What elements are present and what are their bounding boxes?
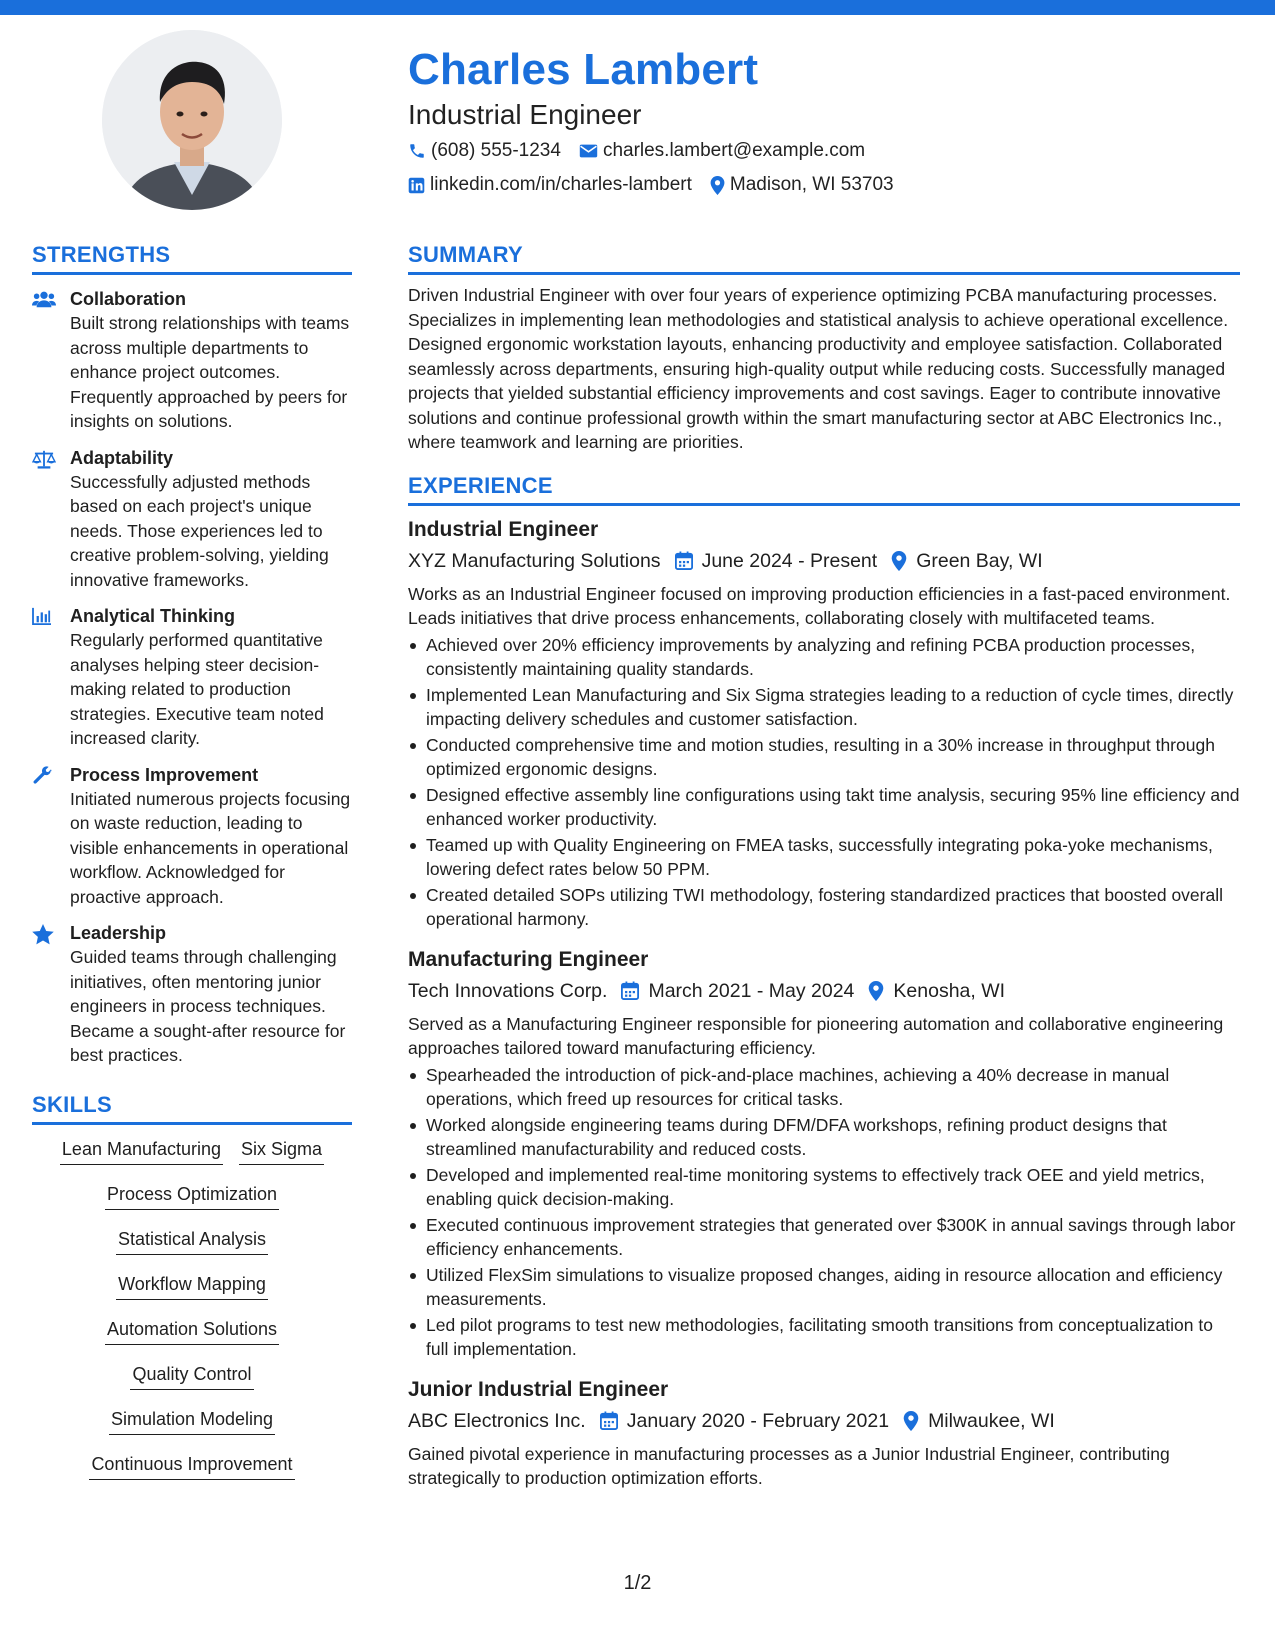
job-bullets bbox=[408, 1063, 1240, 1362]
job-meta bbox=[408, 1406, 1240, 1436]
email-contact[interactable] bbox=[579, 140, 865, 162]
job-dates: June 2024 - Present bbox=[701, 549, 878, 572]
linkedin-icon bbox=[408, 177, 425, 194]
job-entry bbox=[408, 946, 1240, 1362]
skill-tag: Automation Solutions bbox=[105, 1317, 279, 1345]
strength-title: Adaptability bbox=[70, 447, 174, 468]
list-item: Designed effective assembly line configurations using takt time analysis, securing 95% line efficiency and enhanced worker productivity. bbox=[408, 783, 1240, 832]
strength-item bbox=[32, 921, 352, 1068]
job-entry bbox=[408, 516, 1240, 932]
page-number: 1/2 bbox=[623, 1572, 652, 1594]
skill-tag: Continuous Improvement bbox=[89, 1452, 294, 1480]
location-text: Madison, WI 53703 bbox=[729, 174, 894, 195]
location-contact bbox=[710, 174, 894, 196]
strength-desc: Guided teams through challenging initiatives, often mentoring junior engineers in process techniques. Became a sought-after resource for best practices. bbox=[70, 947, 346, 1065]
strength-title: Collaboration bbox=[70, 289, 186, 309]
map-pin-icon bbox=[710, 176, 725, 195]
list-item: Utilized FlexSim simulations to visualize proposed changes, aiding in resource allocation and efficiency measurements. bbox=[408, 1263, 1240, 1312]
summary-heading: SUMMARY bbox=[408, 240, 1240, 275]
job-company: XYZ Manufacturing Solutions bbox=[408, 549, 661, 572]
phone-text: (608) 555-1234 bbox=[431, 140, 561, 161]
skill-tag: Quality Control bbox=[130, 1362, 253, 1390]
envelope-icon bbox=[579, 143, 598, 159]
job-description: Gained pivotal experience in manufacturing processes as a Junior Industrial Engineer, contributing strategically to production optimization efforts. bbox=[408, 1443, 1170, 1488]
strength-desc: Successfully adjusted methods based on each project's unique needs. Those experiences led to creative problem-solving, yielding innovative frameworks. bbox=[70, 471, 329, 590]
skill-tag: Workflow Mapping bbox=[116, 1272, 268, 1300]
linkedin-text[interactable]: linkedin.com/in/charles-lambert bbox=[430, 174, 692, 195]
balance-scale-icon bbox=[32, 449, 56, 469]
list-item: Achieved over 20% efficiency improvements by analyzing and refining PCBA production processes, consistently maintaining quality standards. bbox=[408, 633, 1240, 682]
list-item: Conducted comprehensive time and motion studies, resulting in a 30% increase in throughput through optimized ergonomic designs. bbox=[408, 733, 1240, 782]
skills-list bbox=[32, 1137, 352, 1497]
map-pin-icon bbox=[868, 981, 884, 1001]
skill-tag: Process Optimization bbox=[105, 1182, 279, 1210]
chart-bar-icon bbox=[32, 607, 52, 625]
contact-row-1 bbox=[408, 136, 1248, 166]
map-pin-icon bbox=[903, 1411, 919, 1431]
strength-desc: Initiated numerous projects focusing on waste reduction, leading to visible enhancements in operational workflow. Acknowledged for proactive approach. bbox=[70, 788, 351, 907]
map-pin-icon bbox=[891, 551, 907, 571]
top-accent-bar bbox=[0, 0, 1275, 15]
job-location: Green Bay, WI bbox=[916, 549, 1043, 572]
calendar-icon bbox=[675, 551, 693, 570]
experience-heading: EXPERIENCE bbox=[408, 471, 1240, 506]
job-company: ABC Electronics Inc. bbox=[408, 1409, 586, 1432]
job-location: Kenosha, WI bbox=[893, 979, 1006, 1002]
skill-tag: Simulation Modeling bbox=[109, 1407, 275, 1435]
job-dates: March 2021 - May 2024 bbox=[648, 979, 855, 1002]
job-bullets bbox=[408, 633, 1240, 932]
job-entry bbox=[408, 1376, 1240, 1491]
users-icon bbox=[32, 290, 56, 308]
skills-heading: SKILLS bbox=[32, 1090, 352, 1125]
phone-icon bbox=[408, 142, 426, 160]
list-item: Spearheaded the introduction of pick-and-place machines, achieving a 40% decrease in manual operations, which freed up resources for critical tasks. bbox=[408, 1063, 1240, 1112]
summary-text: Driven Industrial Engineer with over four years of experience optimizing PCBA manufacturing processes. Specializes in implementing lean methodologies and statistical analysis to achieve operational excellence. Designed ergonomic workstation layouts, enhancing productivity and employee satisfaction. Collaborated seamlessly across departments, ensuring high-quality output while reducing costs. Successfully managed projects that yielded substantial efficiency improvements and cost savings. Eager to contribute innovative solutions and continue professional growth within the smart manufacturing sector at ABC Electronics Inc., where teamwork and learning are priorities. bbox=[408, 285, 1229, 452]
contact-row-2 bbox=[408, 170, 1248, 200]
job-description: Served as a Manufacturing Engineer responsible for pioneering automation and collaborative engineering approaches tailored toward manufacturing efficiency. bbox=[408, 1013, 1224, 1058]
strength-title: Process Improvement bbox=[70, 764, 259, 785]
strength-title: Analytical Thinking bbox=[70, 606, 236, 626]
strengths-heading: STRENGTHS bbox=[32, 240, 352, 275]
job-meta bbox=[408, 976, 1240, 1006]
strength-title: Leadership bbox=[70, 923, 167, 943]
star-icon bbox=[32, 924, 54, 945]
linkedin-contact[interactable] bbox=[408, 174, 692, 196]
list-item: Led pilot programs to test new methodologies, facilitating smooth transitions from conceptualization to full implementation. bbox=[408, 1313, 1240, 1362]
resume-header bbox=[408, 44, 1248, 200]
left-column bbox=[32, 240, 352, 1497]
calendar-icon bbox=[621, 981, 639, 1000]
email-text[interactable]: charles.lambert@example.com bbox=[602, 140, 866, 161]
job-meta bbox=[408, 546, 1240, 576]
candidate-name: Charles Lambert bbox=[408, 45, 759, 94]
list-item: Worked alongside engineering teams during DFM/DFA workshops, refining product designs that streamlined manufacturability and reduced costs. bbox=[408, 1113, 1240, 1162]
skill-tag: Lean Manufacturing bbox=[60, 1137, 223, 1165]
calendar-icon bbox=[600, 1411, 618, 1430]
strength-item bbox=[32, 763, 352, 910]
job-title: Manufacturing Engineer bbox=[408, 947, 649, 971]
list-item: Implemented Lean Manufacturing and Six Sigma strategies leading to a reduction of cycle times, directly impacting delivery schedules and customer satisfaction. bbox=[408, 683, 1240, 732]
list-item: Created detailed SOPs utilizing TWI methodology, fostering standardized practices that boosted overall operational harmony. bbox=[408, 883, 1240, 932]
job-company: Tech Innovations Corp. bbox=[408, 979, 608, 1002]
job-title: Junior Industrial Engineer bbox=[408, 1377, 669, 1401]
job-title: Industrial Engineer bbox=[408, 517, 599, 541]
strength-item bbox=[32, 446, 352, 593]
right-column bbox=[408, 240, 1240, 1491]
job-location: Milwaukee, WI bbox=[928, 1409, 1055, 1432]
strength-item bbox=[32, 287, 352, 434]
strength-item bbox=[32, 604, 352, 751]
skill-tag: Statistical Analysis bbox=[116, 1227, 268, 1255]
job-description: Works as an Industrial Engineer focused on improving production efficiencies in a fast-paced environment. Leads initiatives that drive process enhancements, collaborating closely with multifaceted teams. bbox=[408, 583, 1231, 628]
list-item: Executed continuous improvement strategies that generated over $300K in annual savings through labor efficiency enhancements. bbox=[408, 1213, 1240, 1262]
profile-photo bbox=[102, 30, 282, 210]
candidate-role: Industrial Engineer bbox=[408, 99, 642, 130]
list-item: Developed and implemented real-time monitoring systems to effectively track OEE and yield metrics, enabling quick decision-making. bbox=[408, 1163, 1240, 1212]
strength-desc: Regularly performed quantitative analyses helping steer decision-making related to production strategies. Executive team noted increased clarity. bbox=[70, 630, 324, 748]
strength-desc: Built strong relationships with teams across multiple departments to enhance project outcomes. Frequently approached by peers for insights on solutions. bbox=[70, 313, 350, 431]
job-dates: January 2020 - February 2021 bbox=[626, 1409, 890, 1432]
phone-contact bbox=[408, 140, 561, 162]
wrench-icon bbox=[32, 766, 52, 786]
skill-tag: Six Sigma bbox=[239, 1137, 324, 1165]
list-item: Teamed up with Quality Engineering on FMEA tasks, successfully integrating poka-yoke mechanisms, lowering defect rates below 50 PPM. bbox=[408, 833, 1240, 882]
